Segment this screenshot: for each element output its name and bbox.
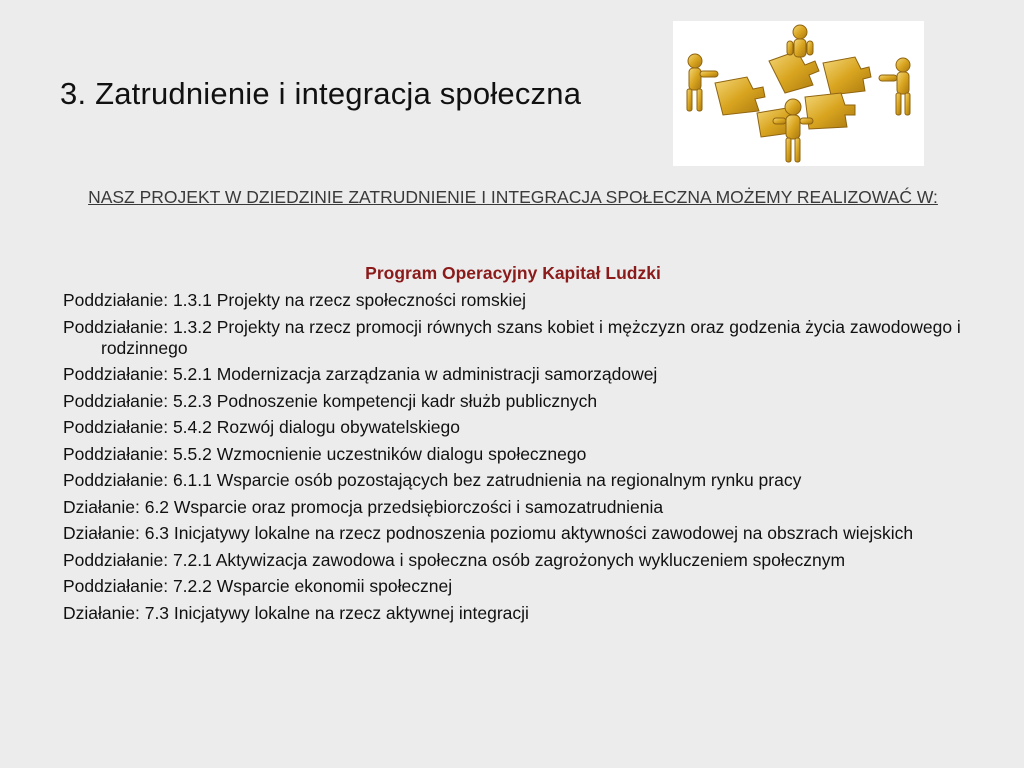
list-item: Działanie: 7.3 Inicjatywy lokalne na rzecz aktywnej integracji	[63, 602, 529, 623]
list-item: Poddziałanie: 5.2.1 Modernizacja zarządzania w administracji samorządowej	[63, 364, 658, 384]
list-item: Działanie: 6.2 Wsparcie oraz promocja przedsiębiorczości i samozatrudnienia	[63, 496, 664, 517]
list-item: Poddziałanie: 1.3.1 Projekty na rzecz społeczności romskiej	[63, 290, 526, 310]
list-item: Poddziałanie: 7.2.2 Wsparcie ekonomii społecznej	[63, 576, 453, 596]
section-subtitle: NASZ PROJEKT W DZIEDZINIE ZATRUDNIENIE I INTEGRACJA SPOŁECZNA MOŻEMY REALIZOWAĆ W:	[88, 187, 938, 207]
list-item: Poddziałanie: 5.2.3 Podnoszenie kompetencji kadr służb publicznych	[63, 390, 598, 411]
slide-title: 3. Zatrudnienie i integracja społeczna	[60, 76, 582, 111]
list-item: Poddziałanie: 7.2.1 Aktywizacja zawodowa i społeczna osób zagrożonych wykluczeniem społecznym	[63, 549, 846, 570]
measure-list	[63, 290, 973, 629]
list-item: Działanie: 6.3 Inicjatywy lokalne na rzecz podnoszenia poziomu aktywności zawodowej na obszrach wiejskich	[63, 523, 914, 543]
list-item: Poddziałanie: 5.5.2 Wzmocnienie uczestników dialogu społecznego	[63, 443, 587, 464]
list-item: Poddziałanie: 5.4.2 Rozwój dialogu obywatelskiego	[63, 417, 460, 437]
list-item: Poddziałanie: 1.3.2 Projekty na rzecz promocji równych szans kobiet i mężczyzn oraz godzenia życia zawodowego i rodzinnego	[63, 316, 961, 358]
golden-figures-puzzle-icon	[673, 21, 924, 166]
list-item: Poddziałanie: 6.1.1 Wsparcie osób pozostających bez zatrudnienia na regionalnym rynku pracy	[63, 470, 802, 490]
program-heading: Program Operacyjny Kapitał Ludzki	[365, 263, 661, 283]
